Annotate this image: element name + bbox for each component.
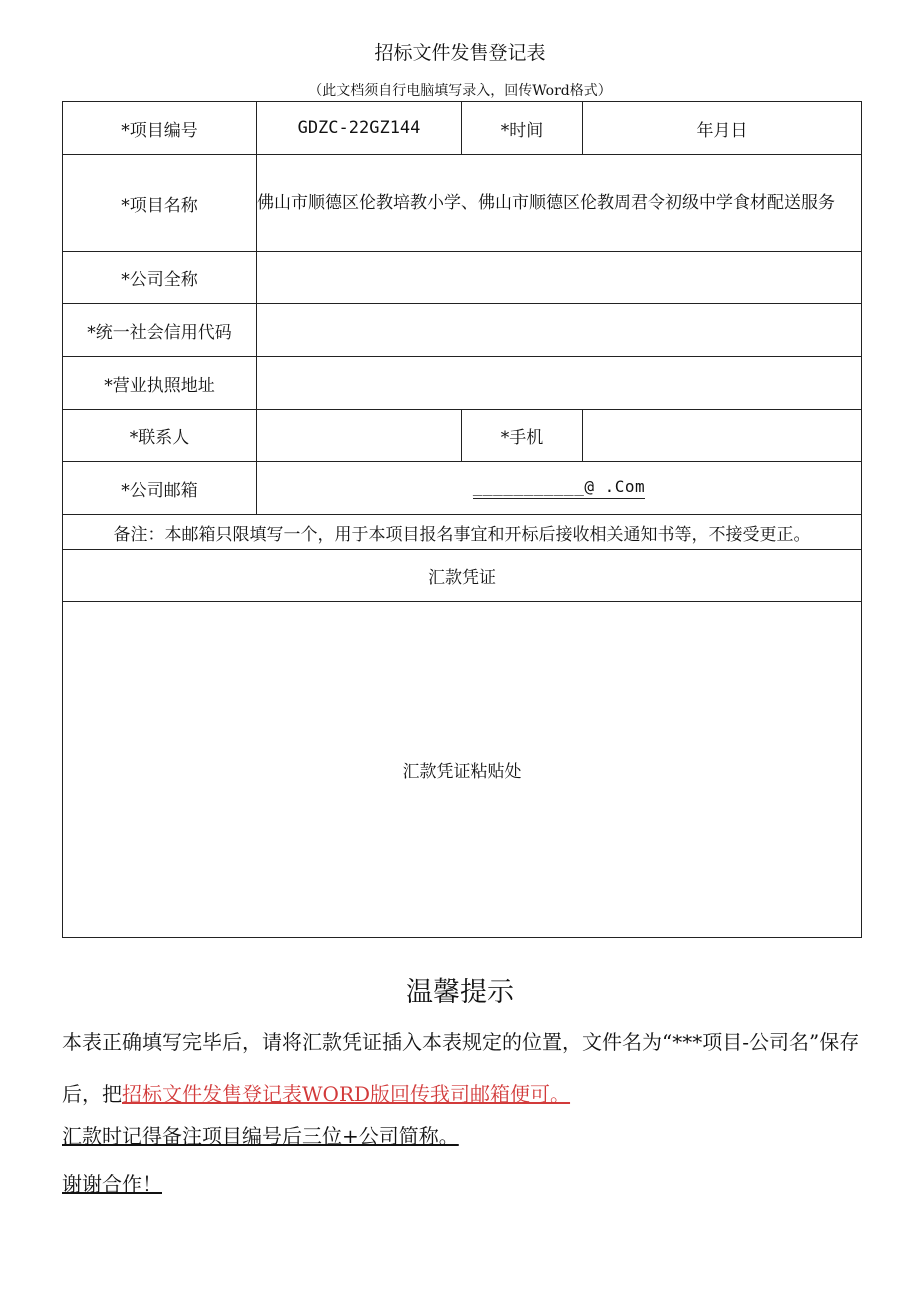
row-voucher-header xyxy=(63,550,862,602)
company-field[interactable] xyxy=(257,252,862,304)
email-note: 备注：本邮箱只限填写一个，用于本项目报名事宜和开标后接收相关通知书等，不接受更正。 xyxy=(63,515,862,550)
document-subtitle: （此文档须自行电脑填写录入，回传Word格式） xyxy=(308,83,612,99)
row-company xyxy=(63,252,862,304)
tips-thanks-line: 谢谢合作！ xyxy=(62,1172,162,1196)
row-credit-code xyxy=(63,304,862,357)
email-label: *公司邮箱 xyxy=(63,462,257,515)
email-cell xyxy=(257,462,862,515)
project-no-value[interactable]: GDZC-22GZ144 xyxy=(257,102,462,155)
company-label: *公司全称 xyxy=(63,252,257,304)
tips-remark-line: 汇款时记得备注项目编号后三位+公司简称。 xyxy=(62,1124,459,1148)
project-name-label: *项目名称 xyxy=(63,155,257,252)
project-name-value[interactable]: 佛山市顺德区伦教培教小学、佛山市顺德区伦教周君令初级中学食材配送服务 xyxy=(257,155,862,252)
registration-form xyxy=(62,101,862,938)
address-label: *营业执照地址 xyxy=(63,357,257,410)
row-email xyxy=(63,462,862,515)
tips-paragraph xyxy=(62,1016,862,1120)
email-field[interactable]: ___________@ .Com xyxy=(473,477,645,499)
voucher-paste-area[interactable]: 汇款凭证粘贴处 xyxy=(63,602,862,938)
phone-label: *手机 xyxy=(462,410,583,462)
tips-title: 温馨提示 xyxy=(406,977,514,1008)
time-value[interactable]: 年月日 xyxy=(583,102,862,155)
credit-code-label: *统一社会信用代码 xyxy=(63,304,257,357)
document-title: 招标文件发售登记表 xyxy=(374,42,546,64)
time-label: *时间 xyxy=(462,102,583,155)
row-contact xyxy=(63,410,862,462)
row-address xyxy=(63,357,862,410)
phone-field[interactable] xyxy=(583,410,862,462)
row-voucher-paste xyxy=(63,602,862,938)
row-project-no xyxy=(63,102,862,155)
tips-return-link[interactable]: 招标文件发售登记表WORD版回传我司邮箱便可。 xyxy=(122,1082,571,1106)
address-field[interactable] xyxy=(257,357,862,410)
credit-code-field[interactable] xyxy=(257,304,862,357)
row-note xyxy=(63,515,862,550)
contact-label: *联系人 xyxy=(63,410,257,462)
voucher-header: 汇款凭证 xyxy=(63,550,862,602)
tips-instruction-text: 本表正确填写完毕后，请将汇款凭证插入本表规定的位置，文件名为“***项目-公司名”保存后，把 xyxy=(62,1030,860,1106)
contact-field[interactable] xyxy=(257,410,462,462)
project-no-label: *项目编号 xyxy=(63,102,257,155)
row-project-name xyxy=(63,155,862,252)
